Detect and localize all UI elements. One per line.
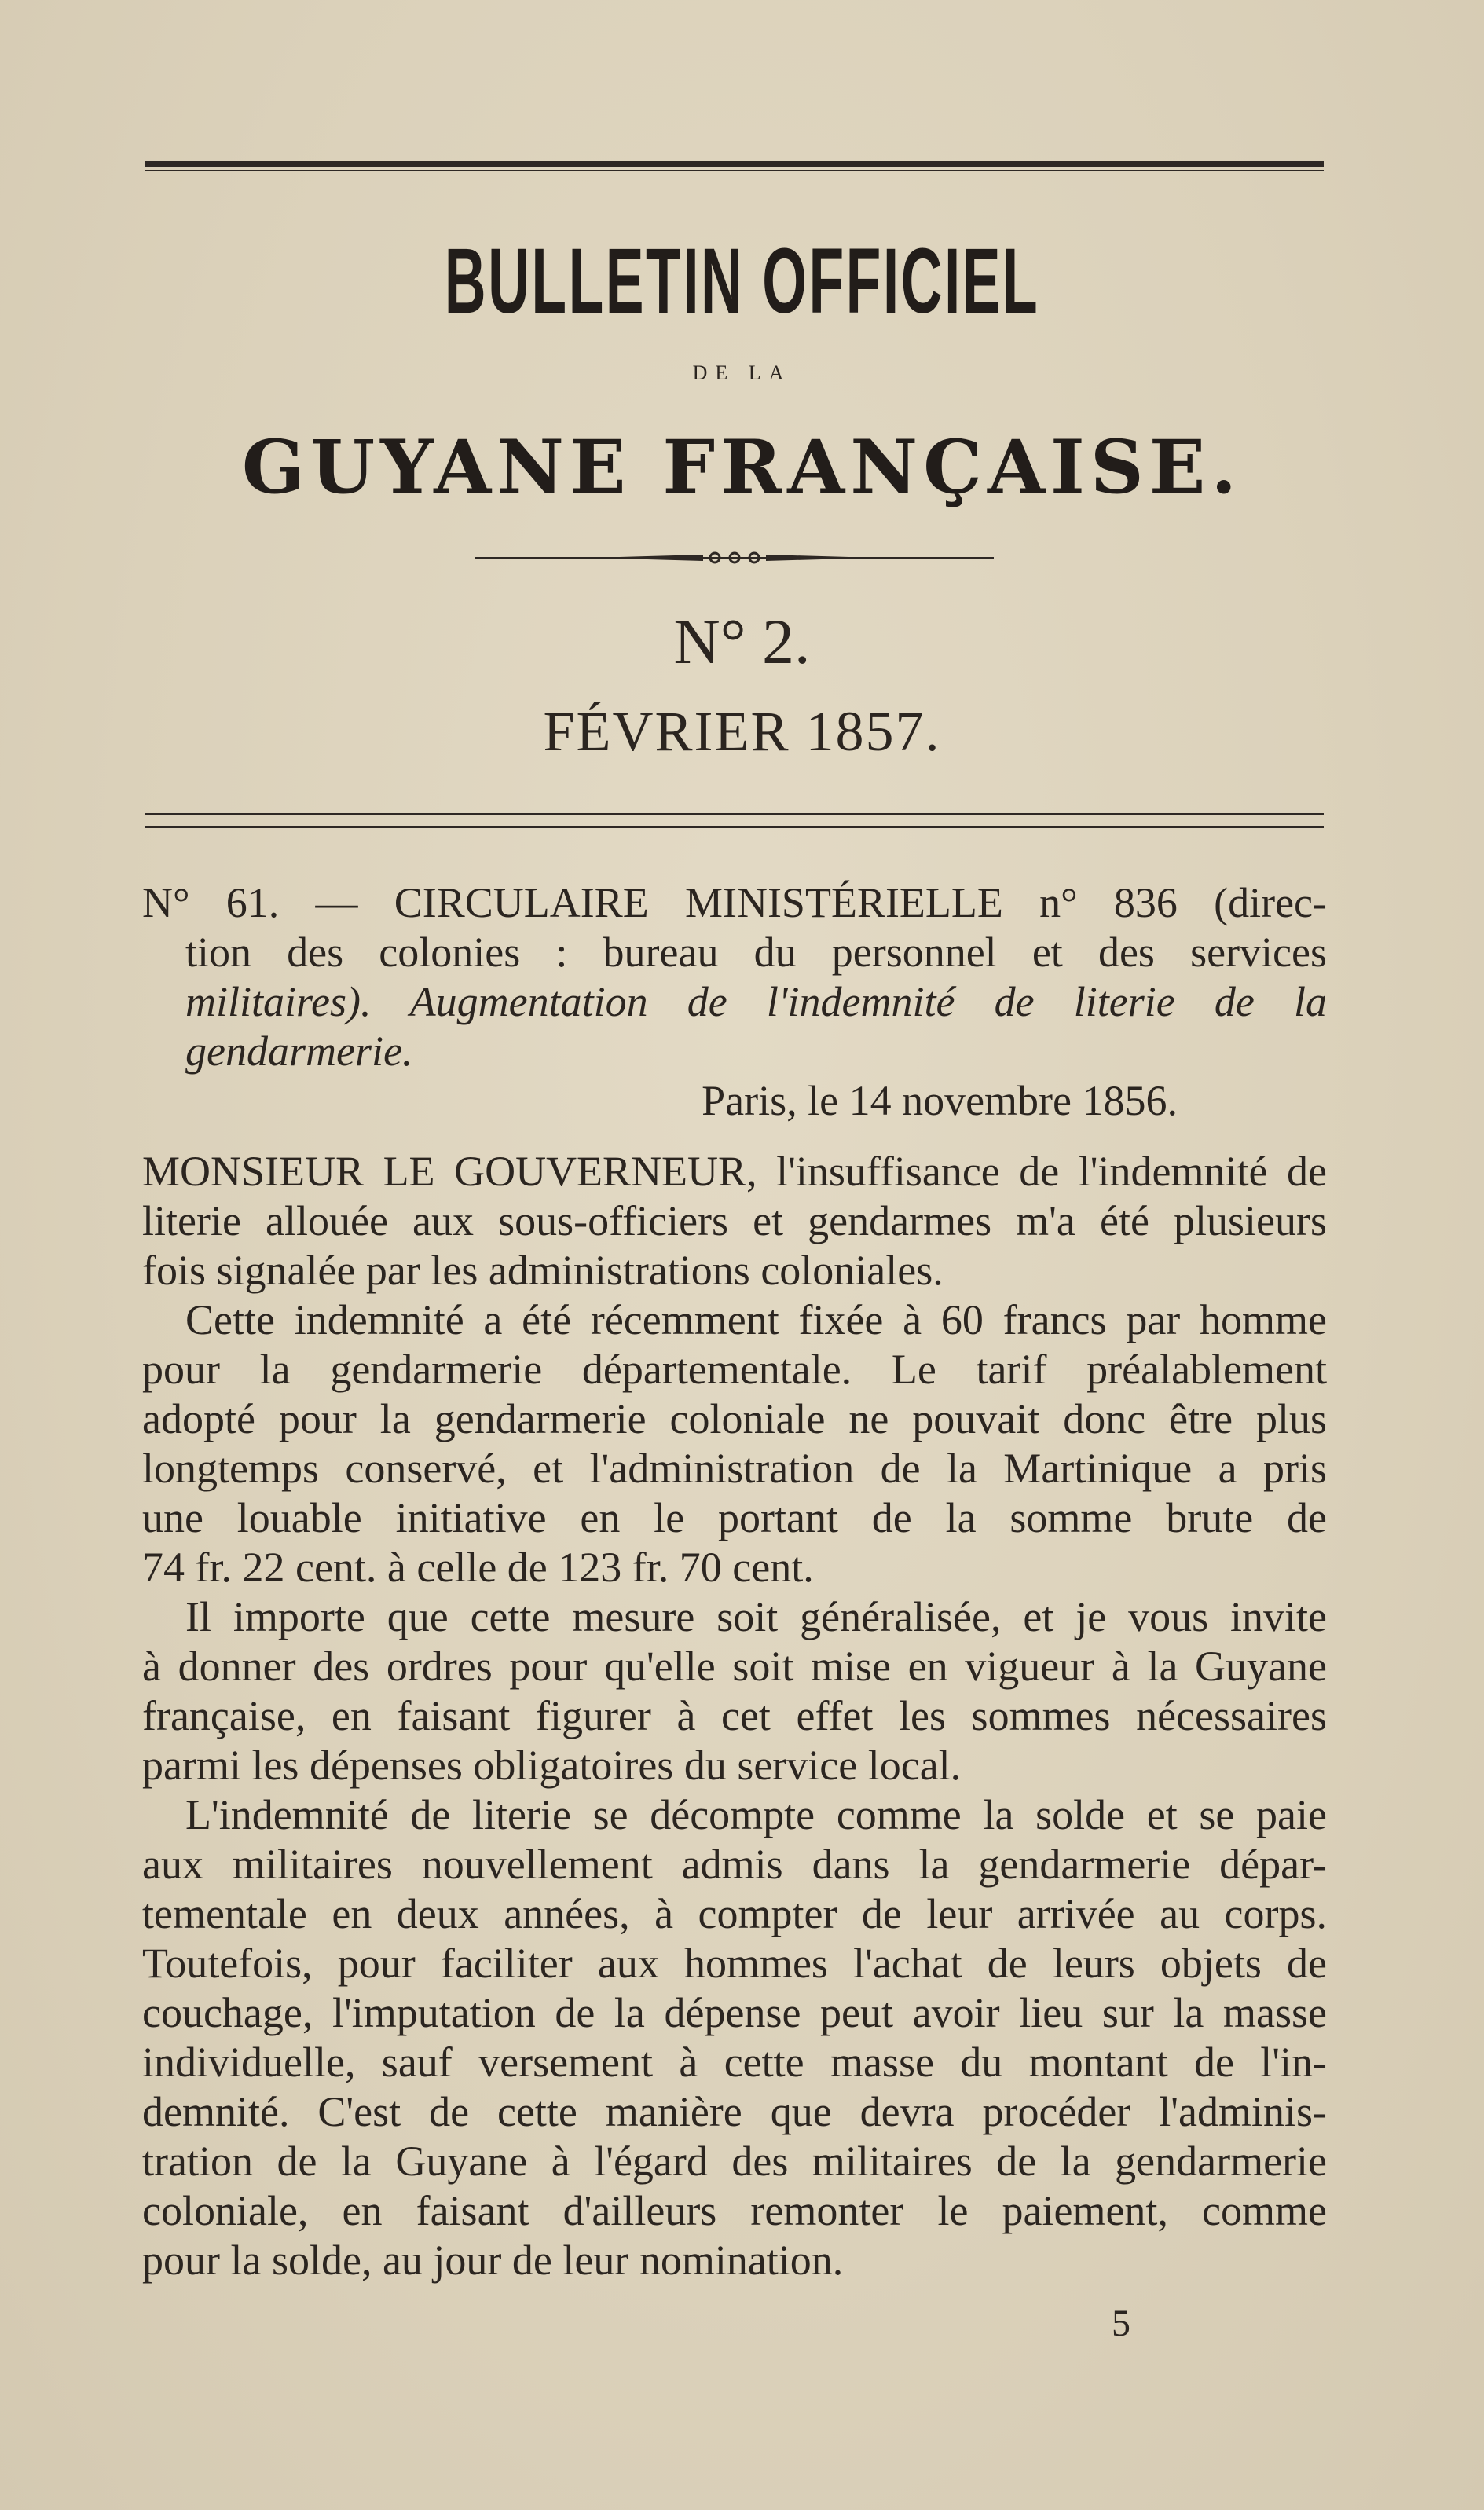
article-heading: [142, 878, 1327, 1126]
heading-line: tion des colonies : bureau du personnel et des services: [185, 929, 1327, 976]
section-rule-thin: [145, 826, 1324, 828]
body-line: adopté pour la gendarmerie coloniale ne pouvait donc être plus: [142, 1395, 1327, 1442]
body-line: literie allouée aux sous-officiers et gendarmes m'a été plusieurs: [142, 1197, 1327, 1244]
heading-line: militaires). Augmentation de l'indemnité de literie de la: [185, 978, 1327, 1025]
body-line: pour la gendarmerie départementale. Le tarif préalablement: [142, 1346, 1327, 1393]
title-de-la: DE LA: [692, 361, 792, 384]
body-line: aux militaires nouvellement admis dans la gendarmerie dépar-: [142, 1841, 1327, 1888]
body-line: tration de la Guyane à l'égard des militaires de la gendarmerie: [142, 2138, 1327, 2185]
body-line: couchage, l'imputation de la dépense peut avoir lieu sur la masse: [142, 1989, 1327, 2036]
heading-line: N° 61. — CIRCULAIRE MINISTÉRIELLE n° 836 (direc-: [142, 879, 1327, 926]
issue-number: N° 2.: [673, 606, 811, 677]
page-number: 5: [1112, 2303, 1130, 2344]
body-line: Il importe que cette mesure soit généralisée, et je vous invite: [185, 1593, 1327, 1640]
body-line: pour la solde, au jour de leur nomination.: [142, 2237, 844, 2284]
top-double-rule: [145, 161, 1324, 171]
body-line: à donner des ordres pour qu'elle soit mise en vigueur à la Guyane: [142, 1643, 1327, 1690]
title-bulletin-officiel: BULLETIN OFFICIEL: [444, 229, 1040, 333]
section-rule: [145, 813, 1324, 815]
body-line: MONSIEUR LE GOUVERNEUR, l'insuffisance de l'indemnité de: [142, 1148, 1327, 1195]
body-line: une louable initiative en le portant de la somme brute de: [142, 1494, 1327, 1541]
body-line: tementale en deux années, à compter de leur arrivée au corps.: [142, 1890, 1327, 1937]
body-line: fois signalée par les administrations coloniales.: [142, 1247, 944, 1294]
ornament-divider-icon: [475, 550, 994, 566]
body-line: coloniale, en faisant d'ailleurs remonter le paiement, comme: [142, 2187, 1327, 2234]
body-line: L'indemnité de literie se décompte comme la solde et se paie: [185, 1791, 1327, 1838]
body-line: Toutefois, pour faciliter aux hommes l'achat de leurs objets de: [142, 1940, 1327, 1987]
body-line: demnité. C'est de cette manière que devra procéder l'adminis-: [142, 2088, 1327, 2135]
body-line: française, en faisant figurer à cet effet les sommes nécessaires: [142, 1692, 1327, 1739]
body-line: individuelle, sauf versement à cette masse du montant de l'in-: [142, 2039, 1327, 2086]
heading-line: gendarmerie.: [185, 1028, 413, 1075]
body-line: parmi les dépenses obligatoires du service local.: [142, 1742, 962, 1789]
body-line: longtemps conservé, et l'administration de la Martinique a pris: [142, 1445, 1327, 1492]
article-body: [142, 1147, 1327, 2285]
issue-date: FÉVRIER 1857.: [543, 700, 941, 763]
place-date: Paris, le 14 novembre 1856.: [702, 1077, 1178, 1124]
body-line: Cette indemnité a été récemment fixée à 60 francs par homme: [185, 1296, 1327, 1343]
title-guyane-francaise: GUYANE FRANÇAISE.: [241, 424, 1243, 511]
body-line: 74 fr. 22 cent. à celle de 123 fr. 70 cent.: [142, 1544, 814, 1591]
